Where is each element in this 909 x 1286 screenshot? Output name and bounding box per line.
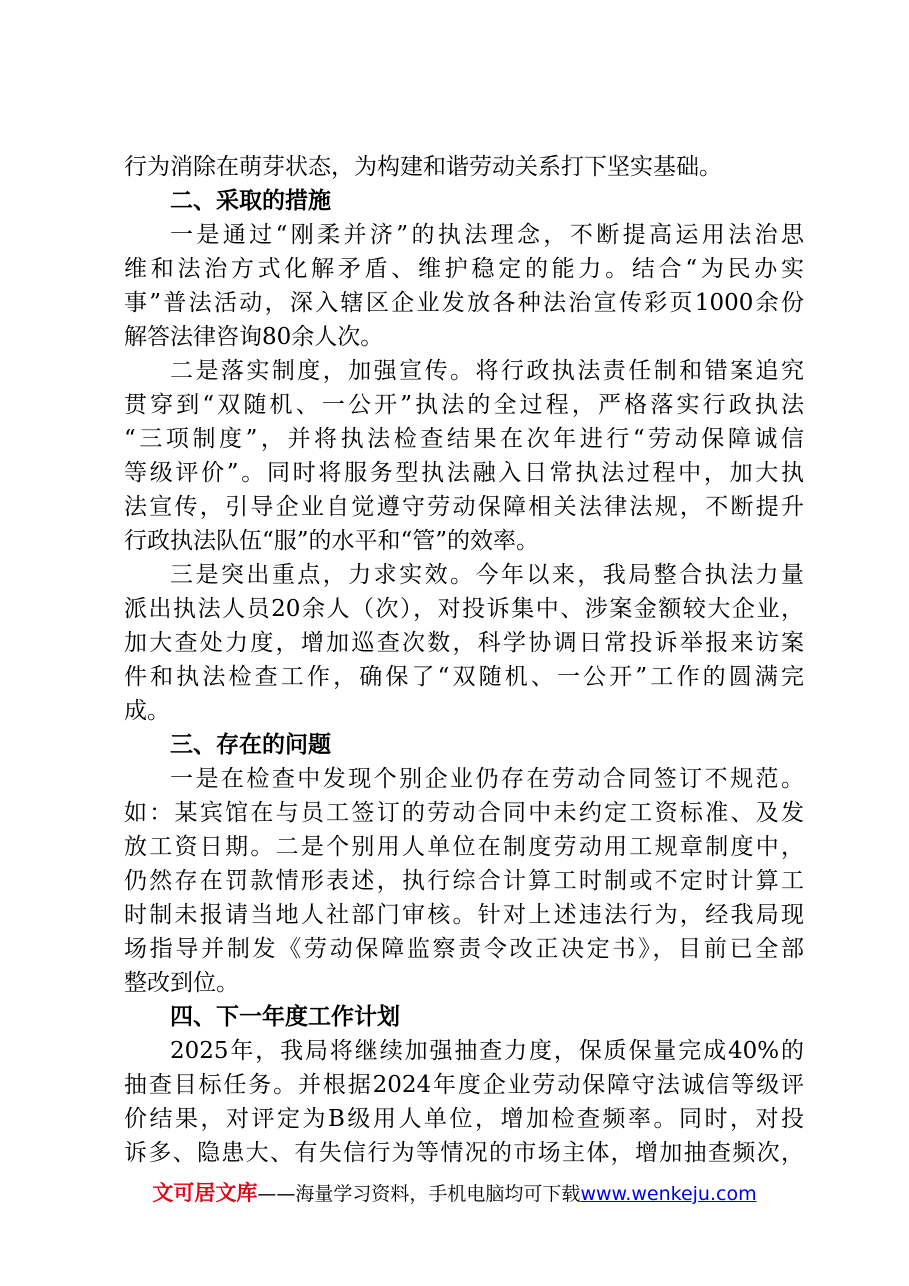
paragraph-line: 诉多、隐患大、有失信行为等情况的市场主体，增加抽查频次， xyxy=(124,1140,804,1166)
paragraph-line: 放工资日期。二是个别用人单位在制度劳动用工规章制度中， xyxy=(124,834,804,860)
paragraph-line: 价结果，对评定为B级用人单位，增加检查频率。同时，对投 xyxy=(124,1106,804,1132)
paragraph-line: 成。 xyxy=(124,698,170,724)
paragraph-line: 三是突出重点，力求实效。今年以来，我局整合执法力量 xyxy=(170,562,804,588)
paragraph-line: 2025年，我局将继续加强抽查力度，保质保量完成40%的 xyxy=(170,1038,804,1064)
paragraph-line: 件和执法检查工作，确保了“双随机、一公开”工作的圆满完 xyxy=(124,664,804,690)
section-heading: 二、采取的措施 xyxy=(170,188,331,214)
paragraph-line: 解答法律咨询80余人次。 xyxy=(124,324,384,350)
paragraph-line: 时制未报请当地人社部门审核。针对上述违法行为，经我局现 xyxy=(124,902,804,928)
paragraph-line: 维和法治方式化解矛盾、维护稳定的能力。结合“为民办实 xyxy=(124,256,804,282)
paragraph-line: 一是通过“刚柔并济”的执法理念，不断提高运用法治思 xyxy=(170,222,804,248)
paragraph-line: 事”普法活动，深入辖区企业发放各种法治宣传彩页1000余份 xyxy=(124,290,804,316)
paragraph-line: 抽查目标任务。并根据2024年度企业劳动保障守法诚信等级评 xyxy=(124,1072,804,1098)
paragraph-line: 一是在检查中发现个别企业仍存在劳动合同签订不规范。 xyxy=(170,766,804,792)
section-heading: 三、存在的问题 xyxy=(170,732,331,758)
paragraph-line: 派出执法人员20余人（次），对投诉集中、涉案金额较大企业， xyxy=(124,596,804,622)
paragraph-line: 如：某宾馆在与员工签订的劳动合同中未约定工资标准、及发 xyxy=(124,800,804,826)
paragraph-line: 行政执法队伍“服”的水平和“管”的效率。 xyxy=(124,528,540,554)
paragraph-line: 加大查处力度，增加巡查次数，科学协调日常投诉举报来访案 xyxy=(124,630,804,656)
footer-banner xyxy=(0,1178,909,1209)
paragraph-line: 贯穿到“双随机、一公开”执法的全过程，严格落实行政执法 xyxy=(124,392,804,418)
paragraph-line: “三项制度”，并将执法检查结果在次年进行“劳动保障诚信 xyxy=(124,426,804,452)
paragraph-line: 等级评价”。同时将服务型执法融入日常执法过程中，加大执 xyxy=(124,460,804,486)
footer-link[interactable]: www.wenkeju.com xyxy=(580,1183,757,1205)
footer-tagline: ——海量学习资料，手机电脑均可下载 xyxy=(257,1183,581,1205)
paragraph-line: 场指导并制发《劳动保障监察责令改正决定书》，目前已全部 xyxy=(124,936,804,962)
paragraph-line: 仍然存在罚款情形表述，执行综合计算工时制或不定时计算工 xyxy=(124,868,804,894)
paragraph-line: 行为消除在萌芽状态，为构建和谐劳动关系打下坚实基础。 xyxy=(124,154,722,180)
footer-brand: 文可居文库 xyxy=(152,1181,258,1205)
paragraph-line: 法宣传，引导企业自觉遵守劳动保障相关法律法规，不断提升 xyxy=(124,494,804,520)
paragraph-line: 二是落实制度，加强宣传。将行政执法责任制和错案追究 xyxy=(170,358,804,384)
paragraph-line: 整改到位。 xyxy=(124,970,239,996)
section-heading: 四、下一年度工作计划 xyxy=(170,1004,400,1030)
